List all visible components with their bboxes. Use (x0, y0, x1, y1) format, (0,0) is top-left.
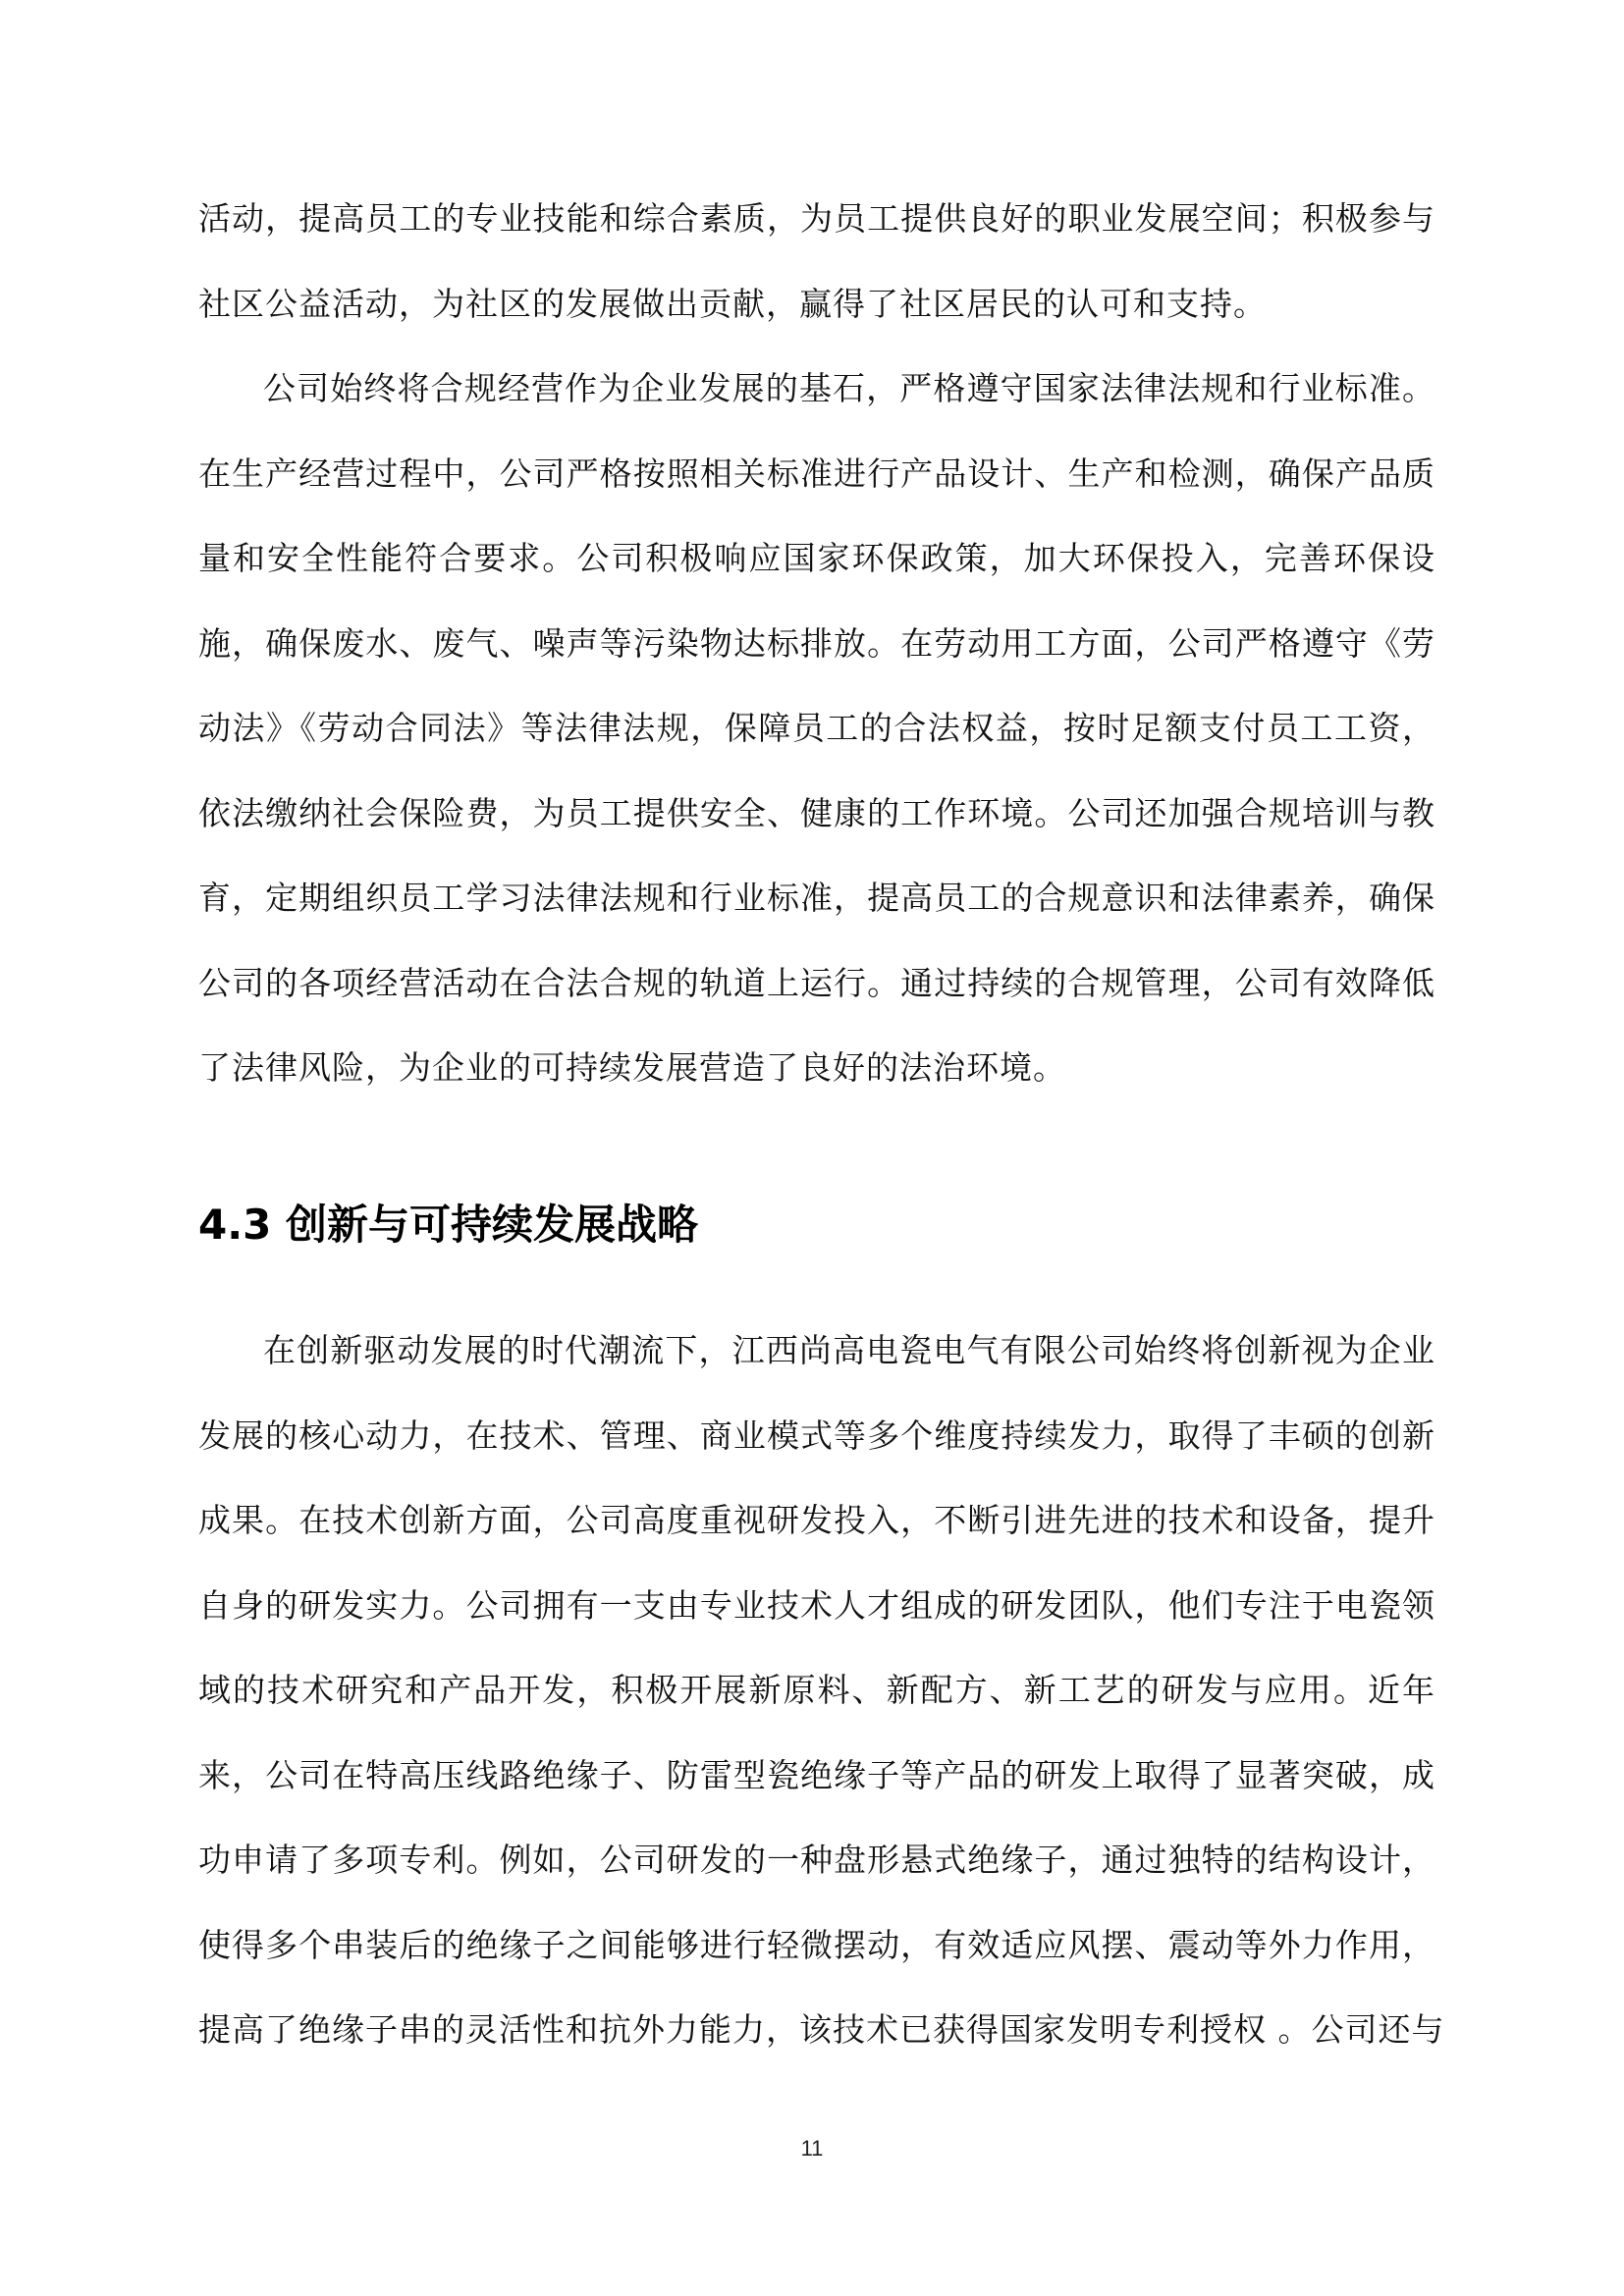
page-number: 11 (800, 2136, 824, 2161)
paragraph-line: 功申请了多项专利。例如，公司研发的一种盘形悬式绝缘子，通过独特的结构设计， (198, 1841, 1435, 1879)
paragraph-line: 提高了绝缘子串的灵活性和抗外力能力，该技术已获得国家发明专利授权 。公司还与 (198, 2010, 1445, 2049)
paragraph-line: 在创新驱动发展的时代潮流下，江西尚高电瓷电气有限公司始终将创新视为企业 (263, 1331, 1435, 1369)
paragraph-line: 公司始终将合规经营作为企业发展的基石，严格遵守国家法律法规和行业标准。 (263, 369, 1435, 407)
paragraph-line: 使得多个串装后的绝缘子之间能够进行轻微摆动，有效适应风摆、震动等外力作用， (198, 1926, 1435, 1964)
paragraph-line: 来，公司在特高压线路绝缘子、防雷型瓷绝缘子等产品的研发上取得了显著突破，成 (198, 1756, 1435, 1794)
paragraph-line: 了法律风险，为企业的可持续发展营造了良好的法治环境。 (198, 1048, 1066, 1087)
paragraph-line: 域的技术研究和产品开发，积极开展新原料、新配方、新工艺的研发与应用。近年 (198, 1671, 1435, 1709)
paragraph-line: 依法缴纳社会保险费，为员工提供安全、健康的工作环境。公司还加强合规培训与教 (198, 794, 1435, 832)
paragraph-line: 施，确保废水、废气、噪声等污染物达标排放。在劳动用工方面，公司严格遵守《劳 (198, 624, 1435, 663)
section-heading: 4.3 创新与可持续发展战略 (198, 1201, 699, 1249)
paragraph-line: 发展的核心动力，在技术、管理、商业模式等多个维度持续发力，取得了丰硕的创新 (198, 1416, 1435, 1455)
paragraph-line: 育，定期组织员工学习法律法规和行业标准，提高员工的合规意识和法律素养，确保 (198, 879, 1435, 917)
paragraph-line: 公司的各项经营活动在合法合规的轨道上运行。通过持续的合规管理，公司有效降低 (198, 964, 1435, 1002)
paragraph-line: 成果。在技术创新方面，公司高度重视研发投入，不断引进先进的技术和设备，提升 (198, 1501, 1435, 1539)
paragraph-line: 社区公益活动，为社区的发展做出贡献，赢得了社区居民的认可和支持。 (198, 285, 1267, 323)
paragraph-line: 活动，提高员工的专业技能和综合素质，为员工提供良好的职业发展空间；积极参与 (198, 199, 1435, 238)
paragraph-line: 动法》《劳动合同法》等法律法规，保障员工的合法权益，按时足额支付员工工资， (198, 709, 1435, 747)
paragraph-line: 量和安全性能符合要求。公司积极响应国家环保政策，加大环保投入，完善环保设 (198, 539, 1435, 577)
paragraph-line: 自身的研发实力。公司拥有一支由专业技术人才组成的研发团队，他们专注于电瓷领 (198, 1586, 1435, 1625)
paragraph-line: 在生产经营过程中，公司严格按照相关标准进行产品设计、生产和检测，确保产品质 (198, 454, 1435, 493)
